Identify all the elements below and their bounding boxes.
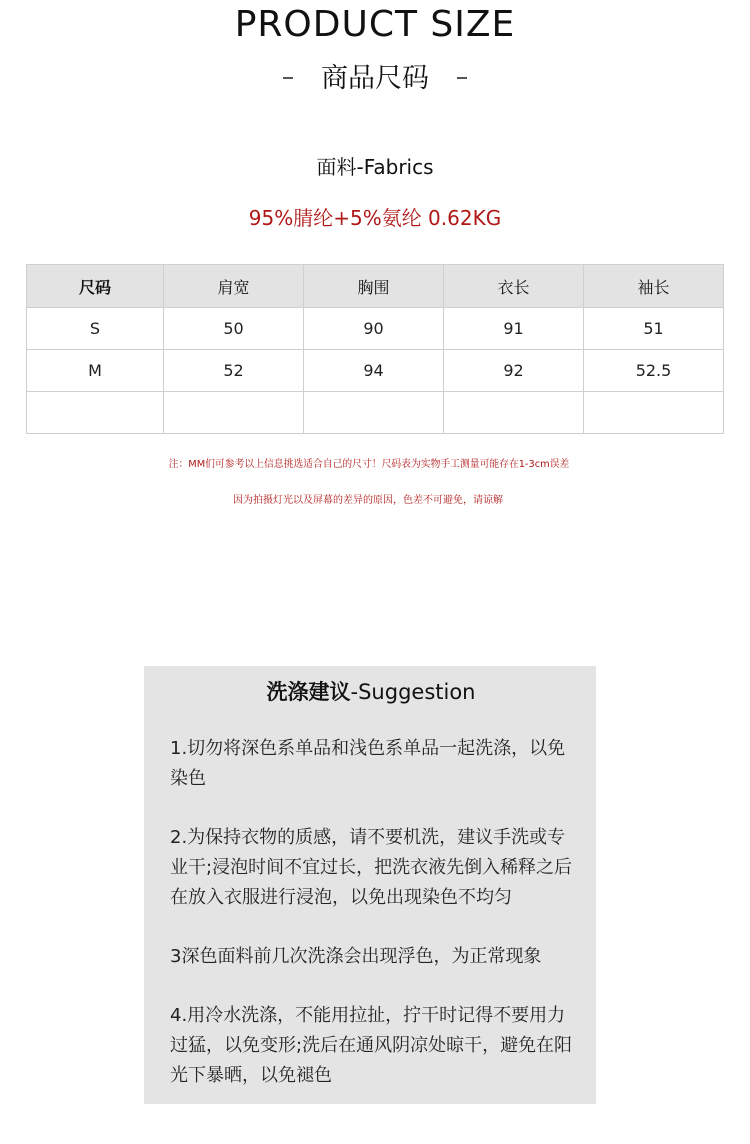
washing-tip-4: 4.用冷水洗涤，不能用拉扯，拧干时记得不要用力过猛，以免变形;洗后在通风阴凉处晾干，避免在阳光下暴晒，以免褪色 (170, 1005, 573, 1086)
column-header-length: 衣长 (444, 265, 584, 308)
table-cell (164, 392, 304, 434)
size-measurement-note: 注：MM们可参考以上信息挑选适合自己的尺寸！尺码表为实物手工测量可能存在1-3cm误差 (168, 459, 570, 470)
washing-tip-1: 1.切勿将深色系单品和浅色系单品一起洗涤，以免染色 (170, 738, 566, 789)
table-row (27, 350, 724, 392)
left-dash-divider (283, 77, 293, 79)
column-header-chest: 胸围 (304, 265, 444, 308)
table-cell (27, 392, 164, 434)
table-cell: 51 (584, 308, 724, 350)
table-cell (444, 392, 584, 434)
page-subtitle (0, 56, 750, 94)
washing-title-cn: 洗涤建议 (266, 680, 351, 704)
washing-suggestion-title (0, 676, 742, 706)
color-difference-note: 因为拍摄灯光以及屏幕的差异的原因，色差不可避免，请谅解 (233, 495, 503, 506)
table-cell: 90 (304, 308, 444, 350)
table-cell: 94 (304, 350, 444, 392)
table-cell: 52.5 (584, 350, 724, 392)
table-cell: 91 (444, 308, 584, 350)
table-row (27, 392, 724, 434)
table-cell: 52 (164, 350, 304, 392)
table-cell: S (27, 308, 164, 350)
table-row (27, 308, 724, 350)
fabric-label: 面料-Fabrics (316, 155, 434, 179)
size-table-header-row (27, 265, 724, 308)
washing-tip-2: 2.为保持衣物的质感，请不要机洗，建议手洗或专业干;浸泡时间不宜过长，把洗衣液先倒入稀释之后在放入衣服进行浸泡，以免出现染色不均匀 (170, 827, 573, 908)
table-cell: 92 (444, 350, 584, 392)
page-title: PRODUCT SIZE (234, 4, 516, 45)
column-header-shoulder: 肩宽 (164, 265, 304, 308)
right-dash-divider (457, 77, 467, 79)
table-cell: M (27, 350, 164, 392)
column-header-size: 尺码 (27, 265, 164, 308)
column-header-sleeve: 袖长 (584, 265, 724, 308)
size-table (26, 264, 724, 434)
table-cell (304, 392, 444, 434)
washing-title-en: -Suggestion (350, 680, 476, 704)
washing-tip-3: 3深色面料前几次洗涤会出现浮色，为正常现象 (170, 946, 542, 967)
table-cell: 50 (164, 308, 304, 350)
fabric-composition: 95%腈纶+5%氨纶 0.62KG (248, 206, 502, 230)
subtitle-text: 商品尺码 (321, 63, 429, 94)
table-cell (584, 392, 724, 434)
